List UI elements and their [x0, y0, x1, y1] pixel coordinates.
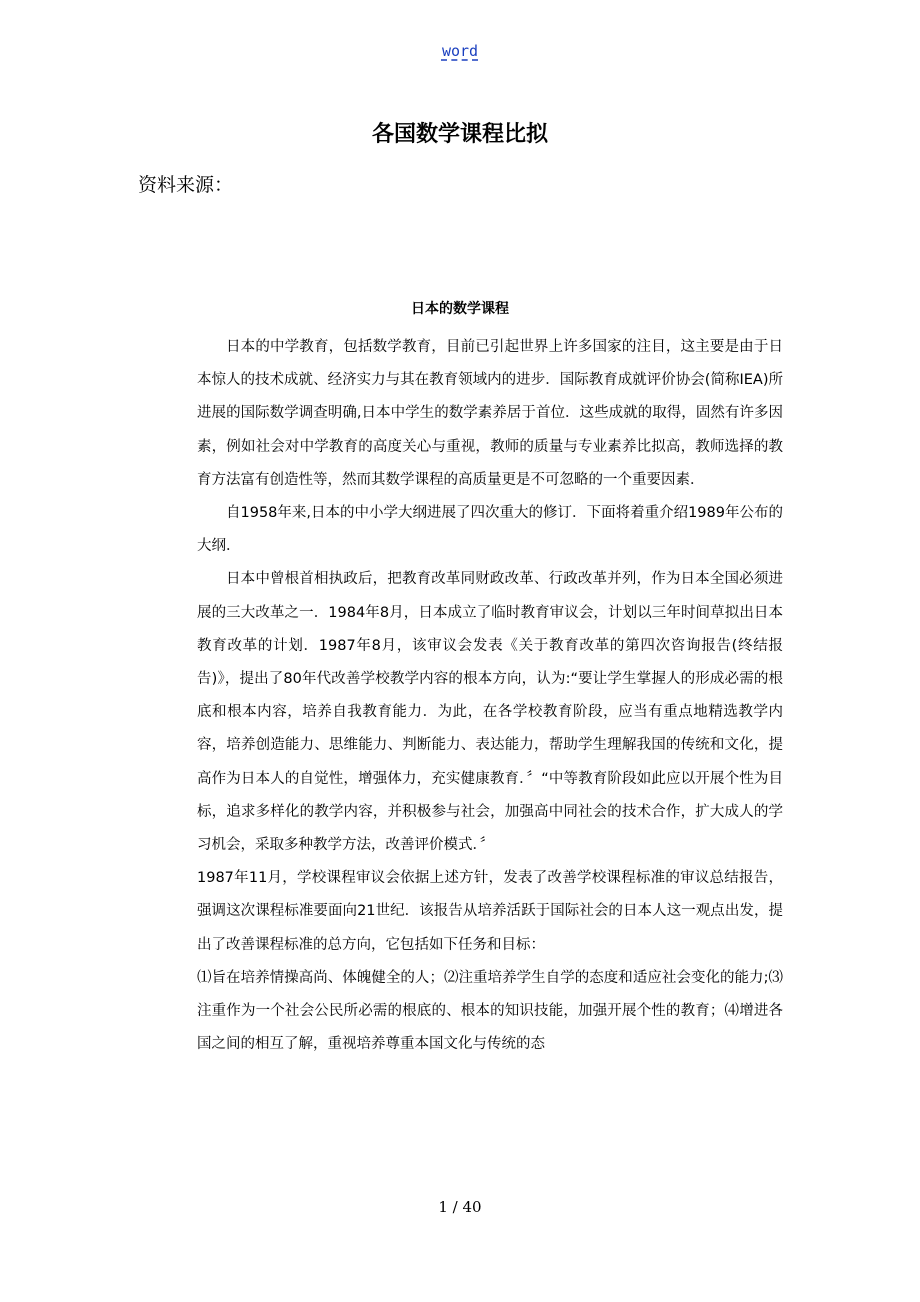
paragraph-intro: 日本的中学教育，包括数学教育，目前已引起世界上许多国家的注目，这主要是由于日本惊人的技术成就、经济实力与其在教育领域内的进步．国际教育成就评价协会(简称IEA)所进展的国际数学调查明确,日本中学生的数学素养居于首位．这些成就的取得，固然有许多因素，例如社会对中学教育的高度关心与重视，教师的质量与专业素养比拟高，教师选择的教育方法富有创造性等，然而其数学课程的高质量更是不可忽略的一个重要因素．	[197, 339, 783, 488]
paragraph-education-reform: 日本中曾根首相执政后，把教育改革同财政改革、行政改革并列，作为日本全国必须进展的三大改革之一．1984年8月，日本成立了临时教育审议会，计划以三年时间草拟出日本教育改革的计划．1987年8月，该审议会发表《关于教育改革的第四次咨询报告(终结报告)》，提出了80年代改善学校教学内容的根本方向，认为:“要让学生掌握人的形成必需的根底和根本内容，培养自我教育能力．为此，在各学校教育阶段，应当有重点地精选教学内容，培养创造能力、思维能力、判断能力、表达能力，帮助学生理解我国的传统和文化，提高作为日本人的自觉性，增强体力，充实健康教育．〞“中等教育阶段如此应以开展个性为目标，追求多样化的教学内容，并积极参与社会，加强高中同社会的技术合作，扩大成人的学习机会，采取多种教学方法，改善评价模式．〞	[197, 571, 783, 854]
page-indicator: 1 / 40	[438, 1198, 482, 1216]
document-body	[197, 331, 783, 1061]
paragraph-curriculum-council: 1987年11月，学校课程审议会依据上述方针，发表了改善学校课程标准的审议总结报告，强调这次课程标准要面向21世纪．该报告从培养活跃于国际社会的日本人这一观点出发，提出了改善课程标准的总方向，它包括如下任务和目标：	[197, 870, 783, 953]
paragraph-syllabus-revisions: 自1958年来,日本的中小学大纲进展了四次重大的修订．下面将着重介绍1989年公布的大纲．	[197, 505, 783, 555]
header-link[interactable]	[0, 40, 920, 62]
paragraph-goals-list: ⑴旨在培养情操高尚、体魄健全的人；⑵注重培养学生自学的态度和适应社会变化的能力;⑶注重作为一个社会公民所必需的根底的、根本的知识技能，加强开展个性的教育；⑷增进各国之间的相互了解，重视培养尊重本国文化与传统的态	[197, 969, 783, 1053]
section-title: 日本的数学课程	[411, 301, 509, 317]
document-title: 各国数学课程比拟	[371, 122, 548, 147]
header-link-text[interactable]: word	[441, 42, 479, 60]
source-label: 资料来源：	[138, 174, 234, 196]
